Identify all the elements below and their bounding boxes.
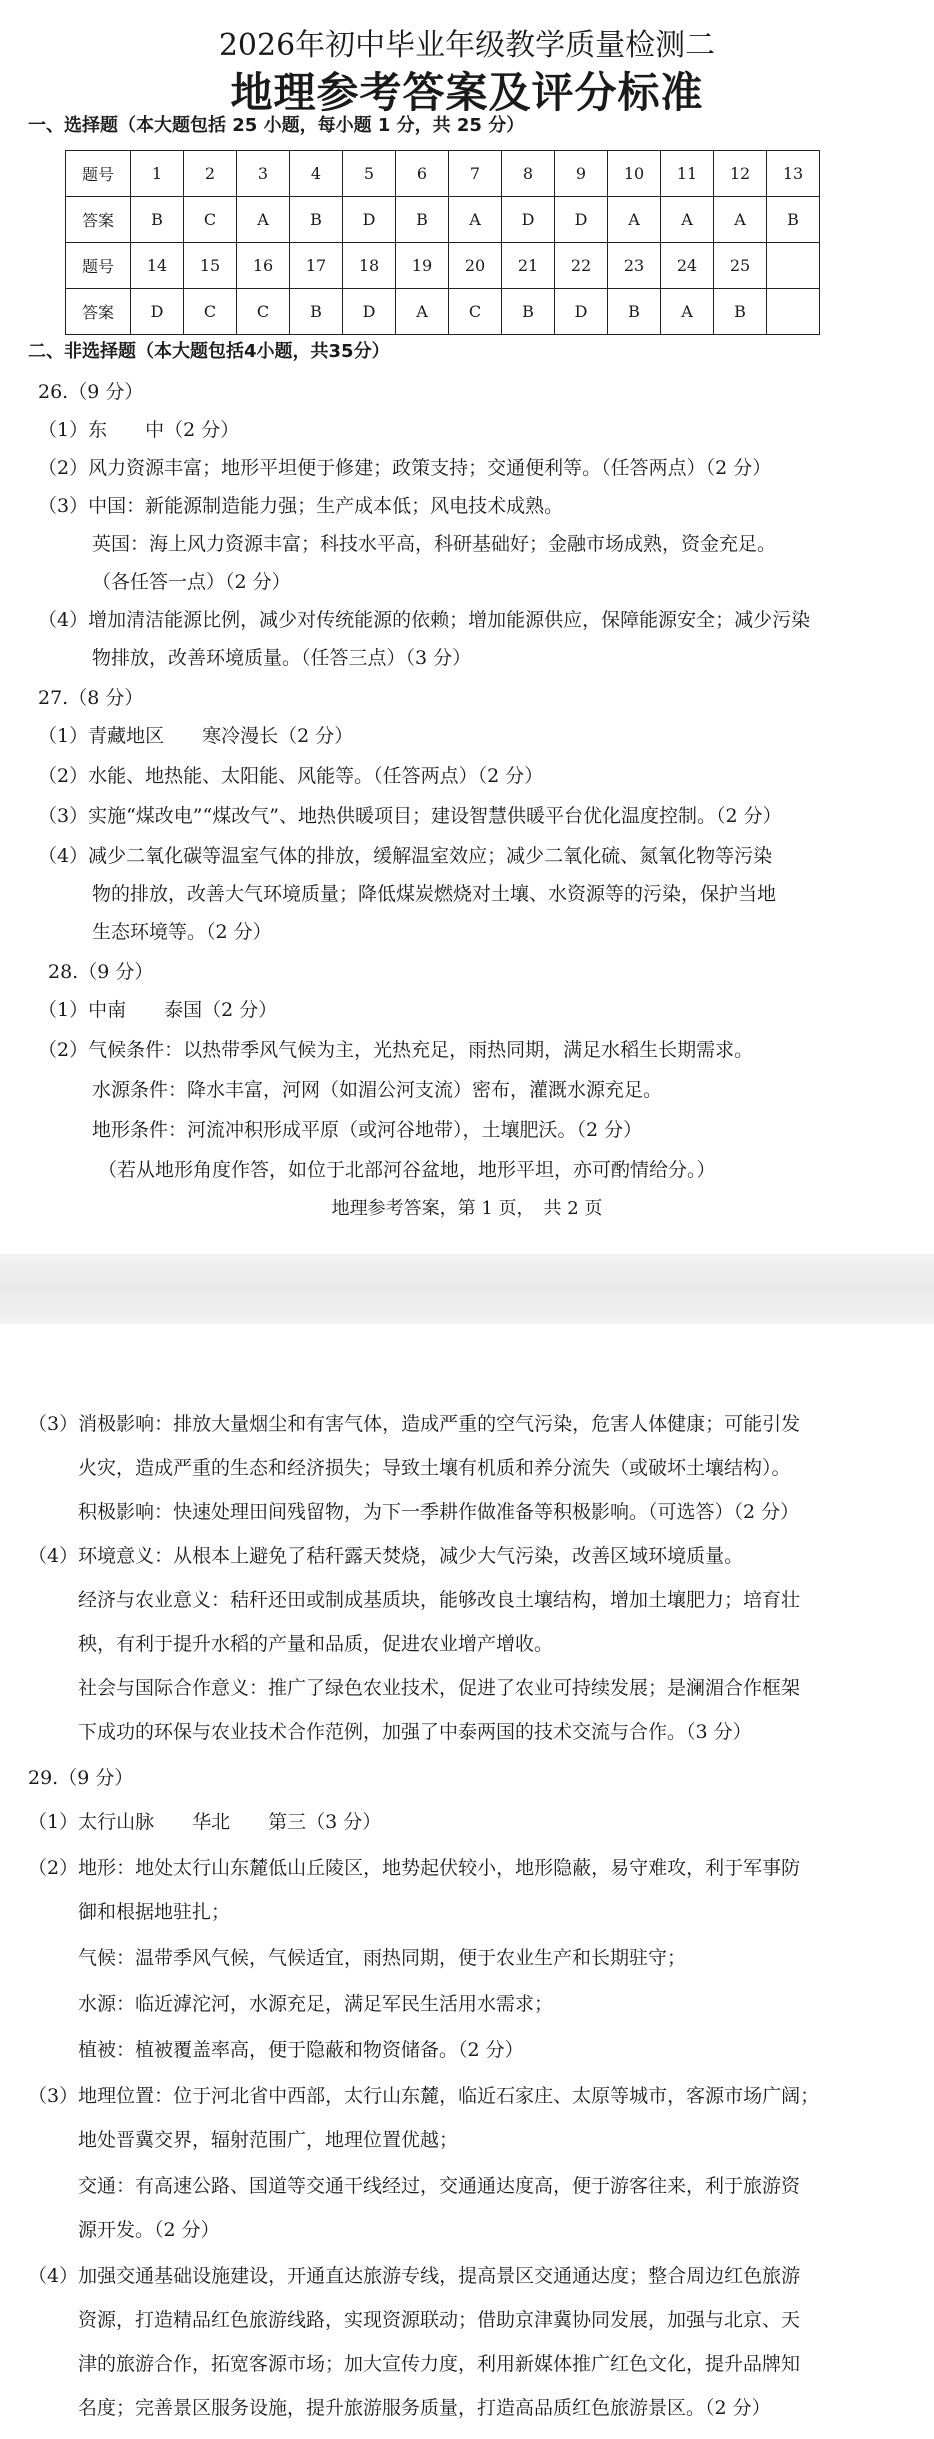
answer-cell: A <box>661 197 714 243</box>
row-label-cell: 答案 <box>66 289 131 335</box>
question-number-cell: 22 <box>555 243 608 289</box>
answer-page-2 <box>0 1324 934 2439</box>
question-number-cell: 19 <box>396 243 449 289</box>
answer-cell: B <box>767 197 820 243</box>
answer-cell: A <box>396 289 449 335</box>
question-number-cell: 2 <box>184 151 237 197</box>
answer-line: （3）实施“煤改电”“煤改气”、地热供暖项目；建设智慧供暖平台优化温度控制。（2 分） <box>38 805 782 827</box>
answer-cell: B <box>131 197 184 243</box>
answer-line: 资源，打造精品红色旅游线路，实现资源联动；借助京津冀协同发展，加强与北京、天 <box>78 2309 801 2331</box>
question-number-cell: 14 <box>131 243 184 289</box>
answer-note: （若从地形角度作答，如位于北部河谷盆地，地形平坦，亦可酌情给分。） <box>98 1159 716 1181</box>
answer-line: 火灾，造成严重的生态和经济损失；导致土壤有机质和养分流失（或破坏土壤结构）。 <box>78 1457 791 1479</box>
answer-line: 英国：海上风力资源丰富；科技水平高，科研基础好；金融市场成熟，资金充足。 <box>92 533 777 555</box>
section2-heading: 二、非选择题（本大题包括4小题，共35分） <box>28 341 390 362</box>
answer-line: 名度；完善景区服务设施，提升旅游服务质量，打造高品质红色旅游景区。（2 分） <box>78 2397 771 2419</box>
answer-line: 下成功的环保与农业技术合作范例，加强了中泰两国的技术交流与合作。（3 分） <box>78 1721 752 1743</box>
exam-title: 2026年初中毕业年级教学质量检测二 <box>218 28 716 63</box>
answer-cell: A <box>714 197 767 243</box>
answer-line: 秧，有利于提升水稻的产量和品质，促进农业增产增收。 <box>78 1633 554 1655</box>
answer-line: 水源：临近滹沱河，水源充足，满足军民生活用水需求； <box>78 1993 554 2015</box>
question-number-cell: 6 <box>396 151 449 197</box>
question-27-header: 27.（8 分） <box>38 687 144 709</box>
answer-cell: B <box>502 289 555 335</box>
question-number-cell: 17 <box>290 243 343 289</box>
question-number-cell: 15 <box>184 243 237 289</box>
answer-line: 经济与农业意义：秸秆还田或制成基质块，能够改良土壤结构，增加土壤肥力；培育壮 <box>78 1589 801 1611</box>
question-number-cell: 8 <box>502 151 555 197</box>
answer-line: （1）中南 泰国（2 分） <box>38 999 278 1021</box>
answer-line: 交通：有高速公路、国道等交通干线经过，交通通达度高，便于游客往来，利于旅游资 <box>78 2175 801 2197</box>
question-28-header: 28.（9 分） <box>48 961 154 983</box>
answer-cell: B <box>290 289 343 335</box>
answer-line: （2）地形：地处太行山东麓低山丘陵区，地势起伏较小，地形隐蔽，易守难攻，利于军事防 <box>28 1857 801 1879</box>
answer-line: （4）减少二氧化碳等温室气体的排放，缓解温室效应；减少二氧化硫、氮氧化物等污染 <box>38 845 773 867</box>
question-number-cell: 11 <box>661 151 714 197</box>
answer-line: （4）环境意义：从根本上避免了秸秆露天焚烧，减少大气污染，改善区域环境质量。 <box>28 1545 744 1567</box>
answer-line: 御和根据地驻扎； <box>78 1901 231 1923</box>
answer-cell: D <box>343 197 396 243</box>
answer-cell: D <box>555 197 608 243</box>
question-number-cell: 23 <box>608 243 661 289</box>
question-number-cell: 25 <box>714 243 767 289</box>
page-separator <box>0 1254 934 1324</box>
question-26-header: 26.（9 分） <box>38 381 144 403</box>
answer-cell: D <box>343 289 396 335</box>
answer-cell: D <box>131 289 184 335</box>
answer-line: 生态环境等。（2 分） <box>92 921 272 943</box>
answer-line: （各任答一点）（2 分） <box>92 571 291 593</box>
question-number-cell: 24 <box>661 243 714 289</box>
question-number-cell: 9 <box>555 151 608 197</box>
answer-cell: B <box>290 197 343 243</box>
row-label-cell: 题号 <box>66 151 131 197</box>
answer-cell: C <box>449 289 502 335</box>
question-number-cell: 12 <box>714 151 767 197</box>
question-number-cell <box>767 243 820 289</box>
answer-cell: B <box>608 289 661 335</box>
answer-cell: C <box>184 289 237 335</box>
question-number-cell: 21 <box>502 243 555 289</box>
answer-table-row <box>66 289 820 335</box>
answer-cell: B <box>396 197 449 243</box>
answer-cell: A <box>661 289 714 335</box>
answer-line: （1）东 中（2 分） <box>38 419 240 441</box>
answer-cell: B <box>714 289 767 335</box>
answer-line: （3）地理位置：位于河北省中西部，太行山东麓，临近石家庄、太原等城市，客源市场广阔； <box>28 2085 820 2107</box>
answer-line: （1）青藏地区 寒冷漫长（2 分） <box>38 725 354 747</box>
answer-line: 地处晋冀交界，辐射范围广，地理位置优越； <box>78 2129 459 2151</box>
answer-cell: C <box>184 197 237 243</box>
answer-line: （3）中国：新能源制造能力强；生产成本低；风电技术成熟。 <box>38 495 564 517</box>
section1-heading: 一、选择题（本大题包括 25 小题，每小题 1 分，共 25 分） <box>28 115 525 136</box>
answer-line: 社会与国际合作意义：推广了绿色农业技术，促进了农业可持续发展；是澜湄合作框架 <box>78 1677 801 1699</box>
question-number-cell: 5 <box>343 151 396 197</box>
answer-cell: A <box>608 197 661 243</box>
question-number-cell: 4 <box>290 151 343 197</box>
question-number-cell: 3 <box>237 151 290 197</box>
answer-line: 源开发。（2 分） <box>78 2219 220 2241</box>
answer-line: （4）增加清洁能源比例，减少对传统能源的依赖；增加能源供应，保障能源安全；减少污染 <box>38 609 811 631</box>
answer-line: 物排放，改善环境质量。（任答三点）（3 分） <box>92 647 472 669</box>
answer-line: （2）气候条件：以热带季风气候为主，光热充足，雨热同期，满足水稻生长期需求。 <box>38 1039 754 1061</box>
answer-line: 气候：温带季风气候，气候适宜，雨热同期，便于农业生产和长期驻守； <box>78 1947 687 1969</box>
question-number-cell: 7 <box>449 151 502 197</box>
question-29-header: 29.（9 分） <box>28 1767 134 1789</box>
answer-line: （2）水能、地热能、太阳能、风能等。（任答两点）（2 分） <box>38 765 544 787</box>
answer-line: （3）消极影响：排放大量烟尘和有害气体，造成严重的空气污染，危害人体健康；可能引发 <box>28 1413 801 1435</box>
answer-line: （4）加强交通基础设施建设，开通直达旅游专线，提高景区交通通达度；整合周边红色旅游 <box>28 2265 801 2287</box>
answer-table-row <box>66 197 820 243</box>
answer-line: 地形条件：河流冲积形成平原（或河谷地带），土壤肥沃。（2 分） <box>92 1119 643 1141</box>
answer-cell: D <box>502 197 555 243</box>
row-label-cell: 题号 <box>66 243 131 289</box>
answer-cell: D <box>555 289 608 335</box>
answer-table-row <box>66 243 820 289</box>
row-label-cell: 答案 <box>66 197 131 243</box>
answer-table <box>65 150 820 335</box>
answer-line: 津的旅游合作，拓宽客源市场；加大宣传力度，利用新媒体推广红色文化，提升品牌知 <box>78 2353 801 2375</box>
answer-table-row <box>66 151 820 197</box>
answer-line: （1）太行山脉 华北 第三（3 分） <box>28 1811 382 1833</box>
question-number-cell: 10 <box>608 151 661 197</box>
question-number-cell: 20 <box>449 243 502 289</box>
answer-cell <box>767 289 820 335</box>
answer-line: 物的排放，改善大气环境质量；降低煤炭燃烧对土壤、水资源等的污染，保护当地 <box>92 883 777 905</box>
answer-cell: A <box>449 197 502 243</box>
question-number-cell: 13 <box>767 151 820 197</box>
answer-key-title: 地理参考答案及评分标准 <box>230 68 704 117</box>
answer-cell: A <box>237 197 290 243</box>
answer-line: 积极影响：快速处理田间残留物，为下一季耕作做准备等积极影响。（可选答）（2 分） <box>78 1501 800 1523</box>
answer-cell: C <box>237 289 290 335</box>
answer-line: （2）风力资源丰富；地形平坦便于修建；政策支持；交通便利等。（任答两点）（2 分） <box>38 457 772 479</box>
question-number-cell: 18 <box>343 243 396 289</box>
question-number-cell: 16 <box>237 243 290 289</box>
question-number-cell: 1 <box>131 151 184 197</box>
answer-line: 水源条件：降水丰富，河网（如湄公河支流）密布，灌溉水源充足。 <box>92 1079 663 1101</box>
page-footer: 地理参考答案，第 1 页， 共 2 页 <box>331 1198 603 1219</box>
answer-line: 植被：植被覆盖率高，便于隐蔽和物资储备。（2 分） <box>78 2039 524 2061</box>
